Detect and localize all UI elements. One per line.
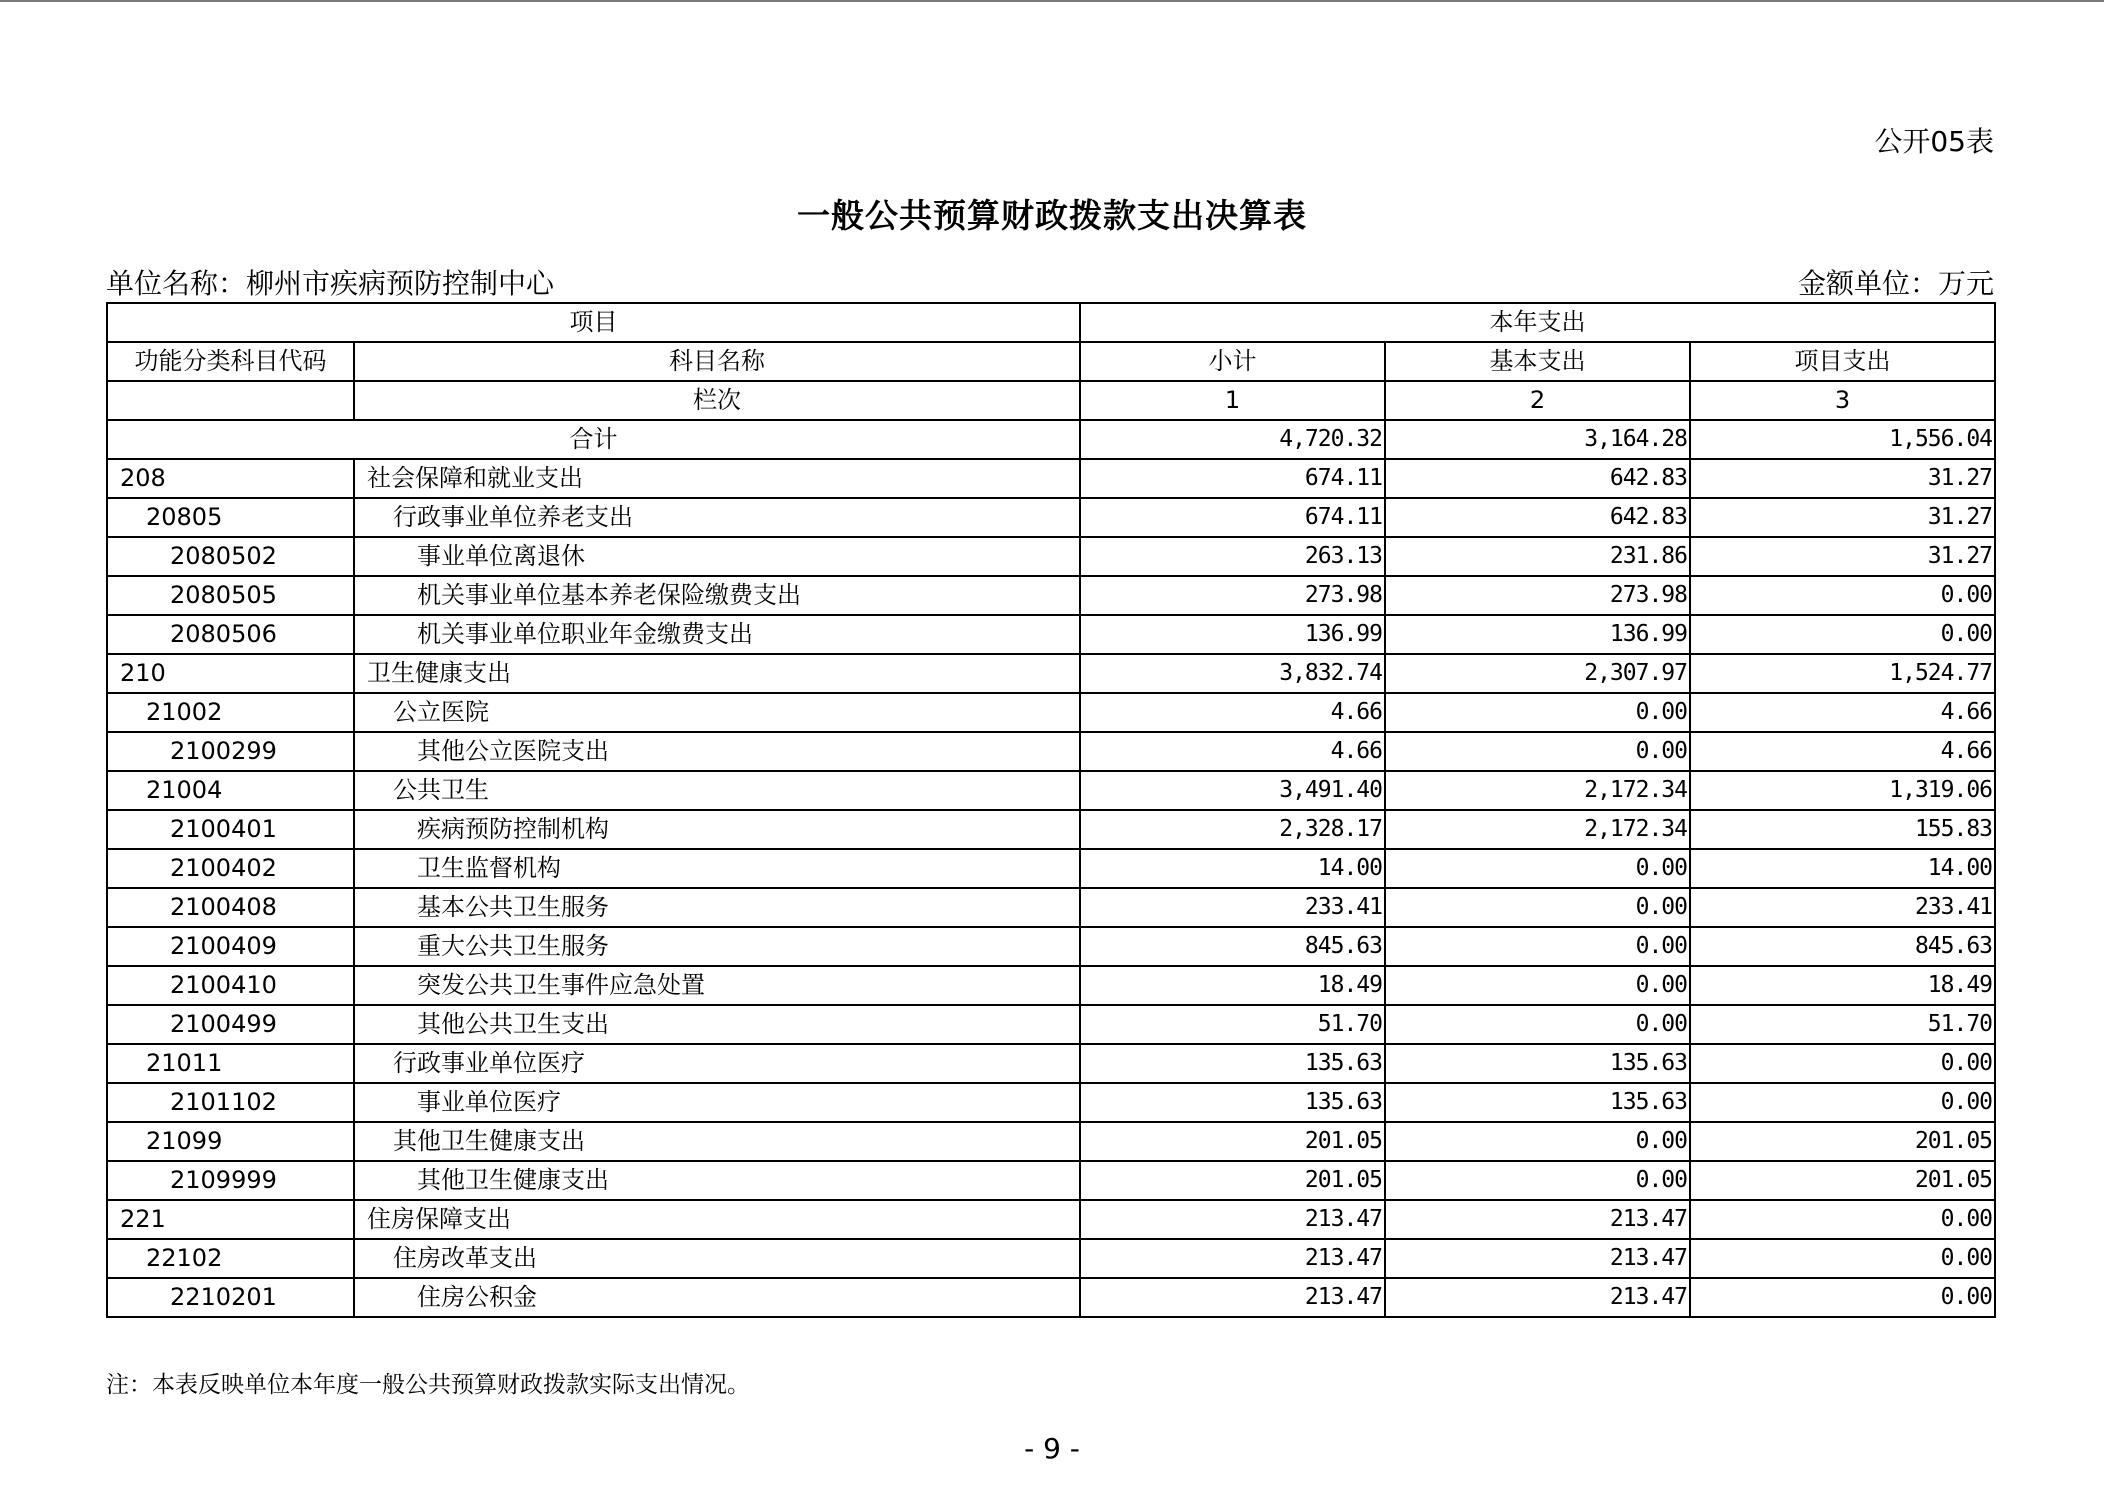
- row-name: 行政事业单位养老支出: [354, 498, 1080, 537]
- row-code: 2080502: [107, 537, 354, 576]
- table-row: [107, 693, 1995, 732]
- header-current-year: 本年支出: [1080, 303, 1995, 342]
- table-row: [107, 654, 1995, 693]
- row-basic: 2,172.34: [1385, 810, 1690, 849]
- row-code: 21099: [107, 1122, 354, 1161]
- row-basic: 0.00: [1385, 693, 1690, 732]
- row-name: 疾病预防控制机构: [354, 810, 1080, 849]
- row-code: 21011: [107, 1044, 354, 1083]
- table-row: [107, 810, 1995, 849]
- table-row: [107, 1239, 1995, 1278]
- row-project: 0.00: [1690, 615, 1995, 654]
- table-row: [107, 888, 1995, 927]
- row-project: 0.00: [1690, 1278, 1995, 1317]
- row-subtotal: 845.63: [1080, 927, 1385, 966]
- row-code: 2100299: [107, 732, 354, 771]
- row-name: 卫生健康支出: [354, 654, 1080, 693]
- row-code: 21004: [107, 771, 354, 810]
- row-name: 重大公共卫生服务: [354, 927, 1080, 966]
- row-basic: 2,307.97: [1385, 654, 1690, 693]
- row-basic: 0.00: [1385, 1122, 1690, 1161]
- row-project: 0.00: [1690, 1200, 1995, 1239]
- row-code: 2080506: [107, 615, 354, 654]
- row-project: 0.00: [1690, 1044, 1995, 1083]
- row-name: 其他公立医院支出: [354, 732, 1080, 771]
- header-name: 科目名称: [354, 342, 1080, 381]
- row-subtotal: 263.13: [1080, 537, 1385, 576]
- row-basic: 231.86: [1385, 537, 1690, 576]
- row-project: 31.27: [1690, 498, 1995, 537]
- row-subtotal: 201.05: [1080, 1122, 1385, 1161]
- table-row: [107, 459, 1995, 498]
- table-row: [107, 1278, 1995, 1317]
- header-row-2: [107, 342, 1995, 381]
- row-subtotal: 201.05: [1080, 1161, 1385, 1200]
- row-basic: 0.00: [1385, 966, 1690, 1005]
- row-name: 社会保障和就业支出: [354, 459, 1080, 498]
- unit-name: 单位名称：柳州市疾病预防控制中心: [106, 267, 555, 300]
- row-project: 51.70: [1690, 1005, 1995, 1044]
- row-name: 机关事业单位职业年金缴费支出: [354, 615, 1080, 654]
- row-project: 155.83: [1690, 810, 1995, 849]
- row-subtotal: 3,491.40: [1080, 771, 1385, 810]
- row-basic: 213.47: [1385, 1200, 1690, 1239]
- row-subtotal: 4.66: [1080, 693, 1385, 732]
- row-code: 208: [107, 459, 354, 498]
- row-subtotal: 674.11: [1080, 498, 1385, 537]
- row-name: 其他卫生健康支出: [354, 1122, 1080, 1161]
- table-note: 注：本表反映单位本年度一般公共预算财政拨款实际支出情况。: [106, 1372, 750, 1398]
- table-row: [107, 927, 1995, 966]
- row-code: 2101102: [107, 1083, 354, 1122]
- row-subtotal: 14.00: [1080, 849, 1385, 888]
- total-row: [107, 420, 1995, 459]
- row-subtotal: 135.63: [1080, 1083, 1385, 1122]
- table-row: [107, 1044, 1995, 1083]
- row-subtotal: 674.11: [1080, 459, 1385, 498]
- total-basic: 3,164.28: [1385, 420, 1690, 459]
- row-subtotal: 233.41: [1080, 888, 1385, 927]
- row-project: 845.63: [1690, 927, 1995, 966]
- row-code: 21002: [107, 693, 354, 732]
- row-subtotal: 213.47: [1080, 1200, 1385, 1239]
- row-project: 0.00: [1690, 1083, 1995, 1122]
- table-row: [107, 1122, 1995, 1161]
- row-project: 31.27: [1690, 537, 1995, 576]
- table-row: [107, 771, 1995, 810]
- header-row-1: [107, 303, 1995, 342]
- row-project: 18.49: [1690, 966, 1995, 1005]
- row-subtotal: 2,328.17: [1080, 810, 1385, 849]
- total-project: 1,556.04: [1690, 420, 1995, 459]
- row-project: 1,319.06: [1690, 771, 1995, 810]
- table-row: [107, 1005, 1995, 1044]
- row-basic: 213.47: [1385, 1239, 1690, 1278]
- row-code: 221: [107, 1200, 354, 1239]
- row-basic: 0.00: [1385, 888, 1690, 927]
- row-basic: 642.83: [1385, 498, 1690, 537]
- row-subtotal: 135.63: [1080, 1044, 1385, 1083]
- row-project: 0.00: [1690, 576, 1995, 615]
- row-name: 突发公共卫生事件应急处置: [354, 966, 1080, 1005]
- total-subtotal: 4,720.32: [1080, 420, 1385, 459]
- total-label: 合计: [107, 420, 1080, 459]
- row-name: 公立医院: [354, 693, 1080, 732]
- table-row: [107, 1083, 1995, 1122]
- row-basic: 213.47: [1385, 1278, 1690, 1317]
- row-code: 2100408: [107, 888, 354, 927]
- table-row: [107, 966, 1995, 1005]
- row-project: 1,524.77: [1690, 654, 1995, 693]
- row-code: 2100409: [107, 927, 354, 966]
- row-project: 233.41: [1690, 888, 1995, 927]
- row-subtotal: 213.47: [1080, 1239, 1385, 1278]
- row-subtotal: 18.49: [1080, 966, 1385, 1005]
- table-row: [107, 615, 1995, 654]
- row-name: 行政事业单位医疗: [354, 1044, 1080, 1083]
- row-basic: 642.83: [1385, 459, 1690, 498]
- row-name: 事业单位医疗: [354, 1083, 1080, 1122]
- row-basic: 135.63: [1385, 1083, 1690, 1122]
- row-name: 住房保障支出: [354, 1200, 1080, 1239]
- header-empty-cell: [107, 381, 354, 420]
- header-basic: 基本支出: [1385, 342, 1690, 381]
- table-row: [107, 1200, 1995, 1239]
- top-border-line: [0, 0, 2104, 2]
- header-col2: 2: [1385, 381, 1690, 420]
- table-row: [107, 537, 1995, 576]
- row-code: 2080505: [107, 576, 354, 615]
- header-subtotal: 小计: [1080, 342, 1385, 381]
- row-basic: 0.00: [1385, 849, 1690, 888]
- row-code: 2109999: [107, 1161, 354, 1200]
- form-number: 公开05表: [1874, 125, 1994, 158]
- row-name: 卫生监督机构: [354, 849, 1080, 888]
- table-row: [107, 576, 1995, 615]
- row-name: 基本公共卫生服务: [354, 888, 1080, 927]
- row-code: 22102: [107, 1239, 354, 1278]
- row-project: 201.05: [1690, 1122, 1995, 1161]
- table-row: [107, 732, 1995, 771]
- row-project: 31.27: [1690, 459, 1995, 498]
- row-basic: 0.00: [1385, 927, 1690, 966]
- row-subtotal: 4.66: [1080, 732, 1385, 771]
- row-basic: 136.99: [1385, 615, 1690, 654]
- row-subtotal: 3,832.74: [1080, 654, 1385, 693]
- row-project: 4.66: [1690, 693, 1995, 732]
- row-basic: 135.63: [1385, 1044, 1690, 1083]
- row-name: 机关事业单位基本养老保险缴费支出: [354, 576, 1080, 615]
- row-name: 其他公共卫生支出: [354, 1005, 1080, 1044]
- row-basic: 273.98: [1385, 576, 1690, 615]
- row-code: 2100410: [107, 966, 354, 1005]
- header-project: 项目支出: [1690, 342, 1995, 381]
- expenditure-table: [106, 302, 1996, 1318]
- row-project: 14.00: [1690, 849, 1995, 888]
- table-row: [107, 849, 1995, 888]
- row-code: 210: [107, 654, 354, 693]
- header-code: 功能分类科目代码: [107, 342, 354, 381]
- row-basic: 2,172.34: [1385, 771, 1690, 810]
- row-subtotal: 213.47: [1080, 1278, 1385, 1317]
- row-name: 住房改革支出: [354, 1239, 1080, 1278]
- header-col1: 1: [1080, 381, 1385, 420]
- row-code: 2100499: [107, 1005, 354, 1044]
- row-project: 201.05: [1690, 1161, 1995, 1200]
- row-subtotal: 136.99: [1080, 615, 1385, 654]
- header-row-3: [107, 381, 1995, 420]
- row-name: 公共卫生: [354, 771, 1080, 810]
- row-basic: 0.00: [1385, 1005, 1690, 1044]
- row-subtotal: 51.70: [1080, 1005, 1385, 1044]
- row-basic: 0.00: [1385, 732, 1690, 771]
- row-code: 2100402: [107, 849, 354, 888]
- row-project: 4.66: [1690, 732, 1995, 771]
- row-name: 事业单位离退休: [354, 537, 1080, 576]
- table-row: [107, 498, 1995, 537]
- row-subtotal: 273.98: [1080, 576, 1385, 615]
- row-project: 0.00: [1690, 1239, 1995, 1278]
- row-name: 其他卫生健康支出: [354, 1161, 1080, 1200]
- row-code: 2100401: [107, 810, 354, 849]
- row-name: 住房公积金: [354, 1278, 1080, 1317]
- table-row: [107, 1161, 1995, 1200]
- header-column-order: 栏次: [354, 381, 1080, 420]
- amount-unit: 金额单位：万元: [1797, 267, 1994, 300]
- page-number: - 9 -: [1024, 1432, 1080, 1465]
- row-code: 2210201: [107, 1278, 354, 1317]
- header-item: 项目: [107, 303, 1080, 342]
- header-col3: 3: [1690, 381, 1995, 420]
- row-code: 20805: [107, 498, 354, 537]
- row-basic: 0.00: [1385, 1161, 1690, 1200]
- page-title: 一般公共预算财政拨款支出决算表: [797, 196, 1307, 235]
